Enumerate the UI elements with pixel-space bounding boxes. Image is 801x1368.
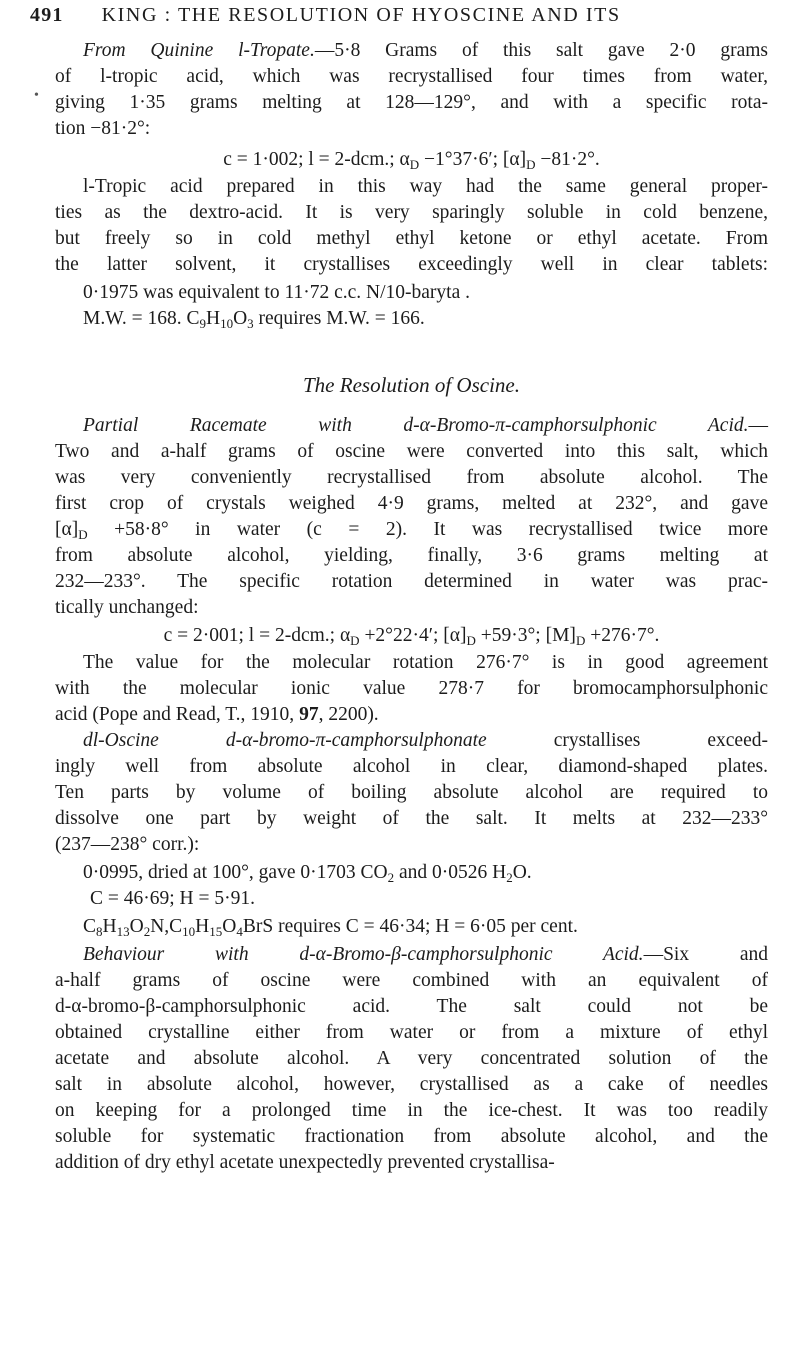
paragraph-line: with the molecular ionic value 278·7 for bromocamphorsulphonic	[55, 678, 768, 699]
paragraph-line: Behaviour with d-α-Bromo-β-camphorsulphonic Acid.—Six and	[83, 944, 768, 965]
paragraph-line: ingly well from absolute alcohol in clear, diamond-shaped plates.	[55, 756, 768, 777]
paragraph-line: a-half grams of oscine were combined with an equivalent of	[55, 970, 768, 991]
paragraph-line: from absolute alcohol, yielding, finally, 3·6 grams melting at	[55, 545, 768, 566]
paragraph-line: Ten parts by volume of boiling absolute alcohol are required to	[55, 782, 768, 803]
paragraph-line: salt in absolute alcohol, however, crystallised as a cake of needles	[55, 1074, 768, 1095]
paragraph-line: first crop of crystals weighed 4·9 grams, melted at 232°, and gave	[55, 493, 768, 514]
page-number: 491	[30, 4, 64, 26]
paragraph-line: From Quinine l-Tropate.—5·8 Grams of this salt gave 2·0 grams	[83, 40, 769, 61]
paragraph-line: the latter solvent, it crystallises exceedingly well in clear tablets:	[55, 254, 768, 275]
paragraph-line: obtained crystalline either from water or from a mixture of ethyl	[55, 1022, 768, 1043]
paragraph-line: Partial Racemate with d-α-Bromo-π-camphorsulphonic Acid.—	[83, 415, 768, 436]
paragraph-line: dissolve one part by weight of the salt. It melts at 232—233°	[55, 808, 768, 829]
paragraph-line: tically unchanged:	[55, 597, 199, 618]
paragraph-line: dl-Oscine d-α-bromo-π-camphorsulphonate crystallises exceed-	[83, 730, 768, 751]
paragraph-line: of l-tropic acid, which was recrystallised four times from water,	[55, 66, 768, 87]
analysis-line: 0·1975 was equivalent to 11·72 c.c. N/10-baryta .	[83, 282, 471, 303]
paragraph-line: (237—238° corr.):	[55, 834, 200, 855]
paragraph-line: l-Tropic acid prepared in this way had the same general proper-	[83, 176, 768, 197]
measurement-line: c = 2·001; l = 2-dcm.; $\alpha_D +2^\circ 22\cdot 4'$; $[\alpha]_D +59\cdot 3^\circ$; $[M]_D +276\cdot 7^\circ$.	[163, 625, 660, 648]
paragraph-line: on keeping for a prolonged time in the ice-chest. It was too readily	[55, 1100, 768, 1121]
paragraph-line: d-α-bromo-β-camphorsulphonic acid. The salt could not be	[55, 996, 768, 1017]
paragraph-line: tion −81·2°:	[55, 118, 151, 139]
paragraph-line: 232—233°. The specific rotation determined in water was prac-	[55, 571, 768, 592]
paragraph-line: was very conveniently recrystallised from absolute alcohol. The	[55, 467, 768, 488]
formula-line: $C_8H_{13}O_2N,C_{10}H_{15}O_4BrS$ requires C = 46·34; H = 6·05 per cent.	[83, 916, 578, 939]
paragraph-line: addition of dry ethyl acetate unexpectedly prevented crystallisa-	[55, 1152, 555, 1173]
paragraph-line: $[\alpha]_D +58\cdot 8^\circ$ in water (c = 2). It was recrystallised twice more	[55, 519, 768, 542]
analysis-line: M.W. = 168. $C_9H_{10}O_3$ requires M.W. = 166.	[83, 308, 425, 331]
paragraph-line: acid (Pope and Read, T., 1910, 97, 2200).	[55, 704, 379, 725]
margin-mark: •	[34, 88, 39, 103]
paragraph-line: but freely so in cold methyl ethyl ketone or ethyl acetate. From	[55, 228, 768, 249]
paragraph-line: giving 1·35 grams melting at 128—129°, and with a specific rota-	[55, 92, 768, 113]
analysis-line: 0·0995, dried at 100°, gave 0·1703 $CO_2$ and 0·0526 $H_2O$.	[83, 862, 532, 885]
paragraph-line: The value for the molecular rotation 276·7° is in good agreement	[83, 652, 768, 673]
measurement-line: c = 1·002; l = 2-dcm.; $\alpha_D -1^\circ 37\cdot 6'$; $[\alpha]_D -81\cdot 2^\circ$.	[223, 149, 600, 172]
running-head	[30, 4, 790, 27]
paragraph-line: soluble for systematic fractionation from absolute alcohol, and the	[55, 1126, 768, 1147]
running-title: KING : THE RESOLUTION OF HYOSCINE AND ITS	[101, 4, 621, 26]
paragraph-line: Two and a-half grams of oscine were converted into this salt, which	[55, 441, 768, 462]
paragraph-line: acetate and absolute alcohol. A very concentrated solution of the	[55, 1048, 768, 1069]
paragraph-line: ties as the dextro-acid. It is very sparingly soluble in cold benzene,	[55, 202, 768, 223]
section-title: The Resolution of Oscine.	[303, 373, 520, 397]
analysis-line: C = 46·69; H = 5·91.	[90, 888, 255, 909]
